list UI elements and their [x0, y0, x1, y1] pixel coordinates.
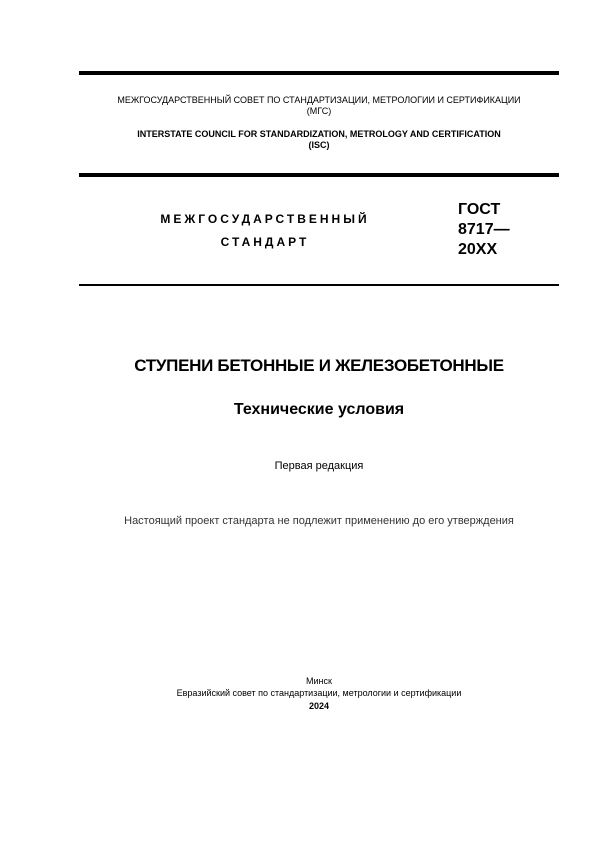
header-rule: [79, 173, 559, 177]
council-name-ru-line1: МЕЖГОСУДАРСТВЕННЫЙ СОВЕТ ПО СТАНДАРТИЗАЦИИ, МЕТРОЛОГИИ И СЕРТИФИКАЦИИ: [117, 95, 521, 105]
council-name-en: [79, 129, 559, 151]
designation-rule: [79, 284, 559, 286]
council-abbr-en: (ISC): [308, 140, 330, 150]
gost-prefix: ГОСТ: [458, 201, 501, 218]
footer-city: Минск: [306, 676, 332, 686]
top-rule: [79, 71, 559, 75]
standard-type-line1: МЕЖГОСУДАРСТВЕННЫЙ: [160, 212, 370, 226]
draft-notice: Настоящий проект стандарта не подлежит применению до его утверждения: [124, 515, 514, 527]
footer-publisher: Евразийский совет по стандартизации, метрологии и сертификации: [176, 688, 462, 698]
standard-type-line2: СТАНДАРТ: [220, 235, 310, 249]
document-subtitle: Технические условия: [233, 401, 405, 418]
council-name-ru: [79, 95, 559, 117]
council-name-en-line1: INTERSTATE COUNCIL FOR STANDARDIZATION, METROLOGY AND CERTIFICATION: [137, 129, 501, 139]
edition-label: Первая редакция: [274, 460, 364, 472]
document-title: СТУПЕНИ БЕТОННЫЕ И ЖЕЛЕЗОБЕТОННЫЕ: [134, 356, 504, 375]
gost-year: 20XX: [458, 241, 498, 258]
council-abbr-ru: (МГС): [306, 106, 332, 116]
footer-year: 2024: [308, 701, 330, 711]
gost-number: 8717—: [458, 221, 510, 238]
